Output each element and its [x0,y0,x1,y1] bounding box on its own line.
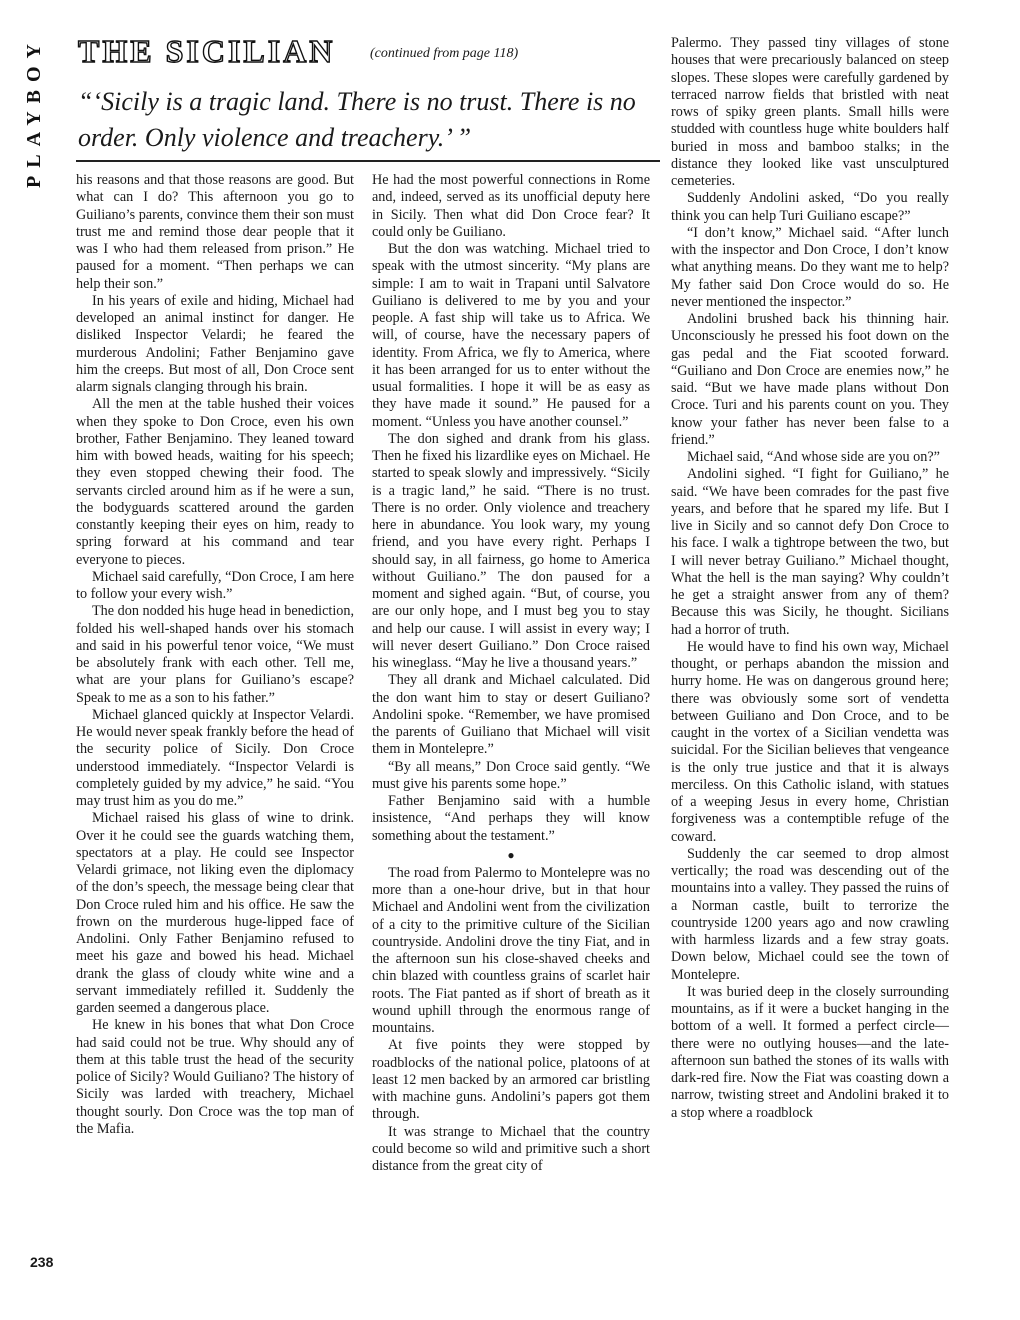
text-column-3 [671,35,949,1122]
paragraph: The road from Palermo to Montelepre was no more than a one-hour drive, but in that hour Michael and Andolini went from the civilization of a city to the primitive culture of the Sicilian countryside. Andolini drove the tiny Fiat, and in the afternoon sun his close-shaved cheeks and chin blazed with countless grains of scarlet hair roots. The Fiat panted as if short of breath as it wound uphill through the enormous range of mountains. [372,864,650,1036]
paragraph: Michael said carefully, “Don Croce, I am here to follow your every wish.” [76,568,354,602]
paragraph: They all drank and Michael calculated. Did the don want him to stay or desert Guiliano? Andolini spoke. “Remember, we have promised the parents of Guiliano that Michael will visit them in Montelepre.” [372,672,650,758]
paragraph: Suddenly the car seemed to drop almost vertically; the road was descending out of the mountains into a valley. They passed the ruins of a Norman castle, built to terrorize the countryside 1200 years ago and now crawling with harmless lizards and a few stray goats. Down below, Michael could see the town of Montelepre. [671,845,949,983]
paragraph: The don sighed and drank from his glass. Then he fixed his lizardlike eyes on Michael. He started to speak slowly and impressively. “Sicily is a tragic land,” he said. “There is no trust. There is no order. Only violence and treachery here in abundance. You look wary, my young friend, and you have every right. Perhaps I should say, in all fairness, go home to America without Guiliano.” The don paused for a moment and sighed again. “But, of course, you are our only hope, and I must beg you to stay and help our cause. I will assist in every way; I will never desert Guiliano.” Don Croce raised his wineglass. “May he live a thousand years.” [372,430,650,671]
paragraph: Andolini brushed back his thinning hair. Unconsciously he pressed his foot down on the gas pedal and the Fiat scooted forward. “Guiliano and Don Croce are enemies now,” he said. “But we have made plans without Don Croce. Turi and his parents count on you. They know your father has never been false to a friend.” [671,311,949,448]
text-column-2 [372,172,650,1175]
paragraph: He would have to find his own way, Michael thought, or perhaps abandon the mission and hurry home. He was on dangerous ground here; there was obviously some sort of vendetta between Guiliano and Don Croce, and to be caught in the vortex of a Sicilian vendetta was suicidal. For the Sicilian believes that vengeance is the only true justice and that it is always merciless. On this Catholic island, with statues of a weeping Jesus in every home, Christian forgiveness was a contemptible refuge of the coward. [671,638,949,845]
paragraph: The don nodded his huge head in benediction, folded his well-shaped hands over his stomach and said in his powerful tenor voice, “We must be absolutely frank with each other. Tell me, what are your plans for Guiliano’s escape? Speak to me as a son to his father.” [76,603,354,706]
paragraph: It was strange to Michael that the country could become so wild and primitive such a short distance from the great city of [372,1123,650,1174]
text-column-1 [76,172,354,1138]
paragraph: Michael said, “And whose side are you on?” [687,449,940,465]
pull-quote: “‘Sicily is a tragic land. There is no trust. There is no order. Only violence and treachery.’ ” [78,87,636,152]
page-number: 238 [30,1254,54,1270]
header-divider [76,160,660,162]
section-break-bullet: ● [507,847,515,862]
paragraph: Michael glanced quickly at Inspector Velardi. He would never speak frankly before the head of the security police of Sicily. Don Croce understood immediately. “Inspector Velardi is completely guided by my advice,” he said. “You may trust him as you do me.” [76,706,354,809]
continued-note: (continued from page 118) [370,46,519,61]
paragraph: Father Benjamino said with a humble insistence, “And perhaps they will know something about the testament.” [372,793,650,844]
paragraph: But the don was watching. Michael tried to speak with the utmost sincerity. “My plans are simple: I am to wait in Trapani until Salvatore Guiliano is delivered to me by you and your people. A fast ship will take us to Africa. We will, of course, have the necessary papers of identity. From Africa, we fly to America, where it has been arranged for us to enter without the usual formalities. I hope it will be as easy as they have made it sound.” He paused for a moment. “Unless you have another counsel.” [372,241,650,430]
paragraph: In his years of exile and hiding, Michael had developed an animal instinct for danger. He disliked Inspector Velardi; he feared the murderous Andolini; Father Benjamino gave him the creeps. But most of all, Don Croce sent alarm signals clanging through his brain. [76,292,354,395]
paragraph: Andolini sighed. “I fight for Guiliano,” he said. “We have been comrades for the past five years, and before that he spared my life. But I live in Sicily and so cannot defy Don Croce to his face. I walk a tightrope between the two, but I will never betray Guiliano.” Michael thought, What the hell is the man saying? Why couldn’t he get a straight answer from any of them? Because this was Sicily, he thought. Sicilians had a horror of truth. [671,466,949,638]
paragraph: “By all means,” Don Croce said gently. “We must give his parents some hope.” [372,758,650,792]
paragraph: All the men at the table hushed their voices when they spoke to Don Croce, even his own brother, Father Benjamino. They leaned toward him with bowed heads, waiting for his speech; they even stopped chewing their food. The servants circled around him as if he were a sun, the bodyguards scattered around the garden constantly keeping their eyes on him, ready to spring forward at his command and tear everyone to pieces. [76,396,354,568]
paragraph: Palermo. They passed tiny villages of stone houses that were precariously balanced on steep slopes. These slopes were carefully gardened by terraced narrow fields that bristled with neat rows of spiky green plants. Small hills were studded with countless huge white boulders half buried in moss and bamboo stalks; in the distance they looked like vast unsculptured cemeteries. [671,35,949,189]
paragraph: Suddenly Andolini asked, “Do you really think you can help Turi Guiliano escape?” [671,190,949,224]
magazine-spine-label: PLAYBOY [23,36,45,188]
paragraph: “I don’t know,” Michael said. “After lunch with the inspector and Don Croce, I don’t know what anything means. Do they want me to help? My father said Don Croce would do so. He never mentioned the inspector.” [671,224,949,310]
paragraph: At five points they were stopped by roadblocks of the national police, platoons of at least 12 men backed by an armored car bristling with machine guns. Andolini’s papers got them through. [372,1037,650,1123]
paragraph: Michael raised his glass of wine to drink. Over it he could see the guards watching them, spectators at a play. He could see Inspector Velardi grimace, not liking even the diplomacy of the don’s speech, the message being clear that Don Croce ruled him and his office. He saw the frown on the murderous huge-lipped face of Andolini. Only Father Benjamino refused to meet his gaze and bowed his head. Michael drank the glass of cloudy white wine and a servant immediately refilled it. Suddenly the garden seemed a dangerous place. [76,810,354,1016]
paragraph: He knew in his bones that what Don Croce had said could not be true. Why should any of them at this table trust the head of the security police of Sicily? Would Guiliano? The history of Sicily was larded with treachery, Michael thought sourly. Don Croce was the top man of the Mafia. [76,1017,354,1137]
paragraph: It was buried deep in the closely surrounding mountains, as if it were a bucket hanging in the bottom of a well. It formed a perfect circle—there were no outlying houses—and the late-afternoon sun bathed the stones of its walls with dark-red fire. Now the Fiat was coasting down a narrow, twisting street and Andolini braked it to a stop where a roadblock [671,983,949,1121]
paragraph: his reasons and that those reasons are good. But what can I do? This afternoon you go to Guiliano’s parents, convince them their son must trust me and remind those dear people that it was I who had them released from prison.” He paused for a moment. “Then perhaps we can help their son.” [76,172,354,292]
paragraph: He had the most powerful connections in Rome and, indeed, served as its unofficial deputy here in Sicily. Then what did Don Croce fear? It could only be Guiliano. [372,172,650,240]
article-title: THE SICILIAN [78,33,336,69]
